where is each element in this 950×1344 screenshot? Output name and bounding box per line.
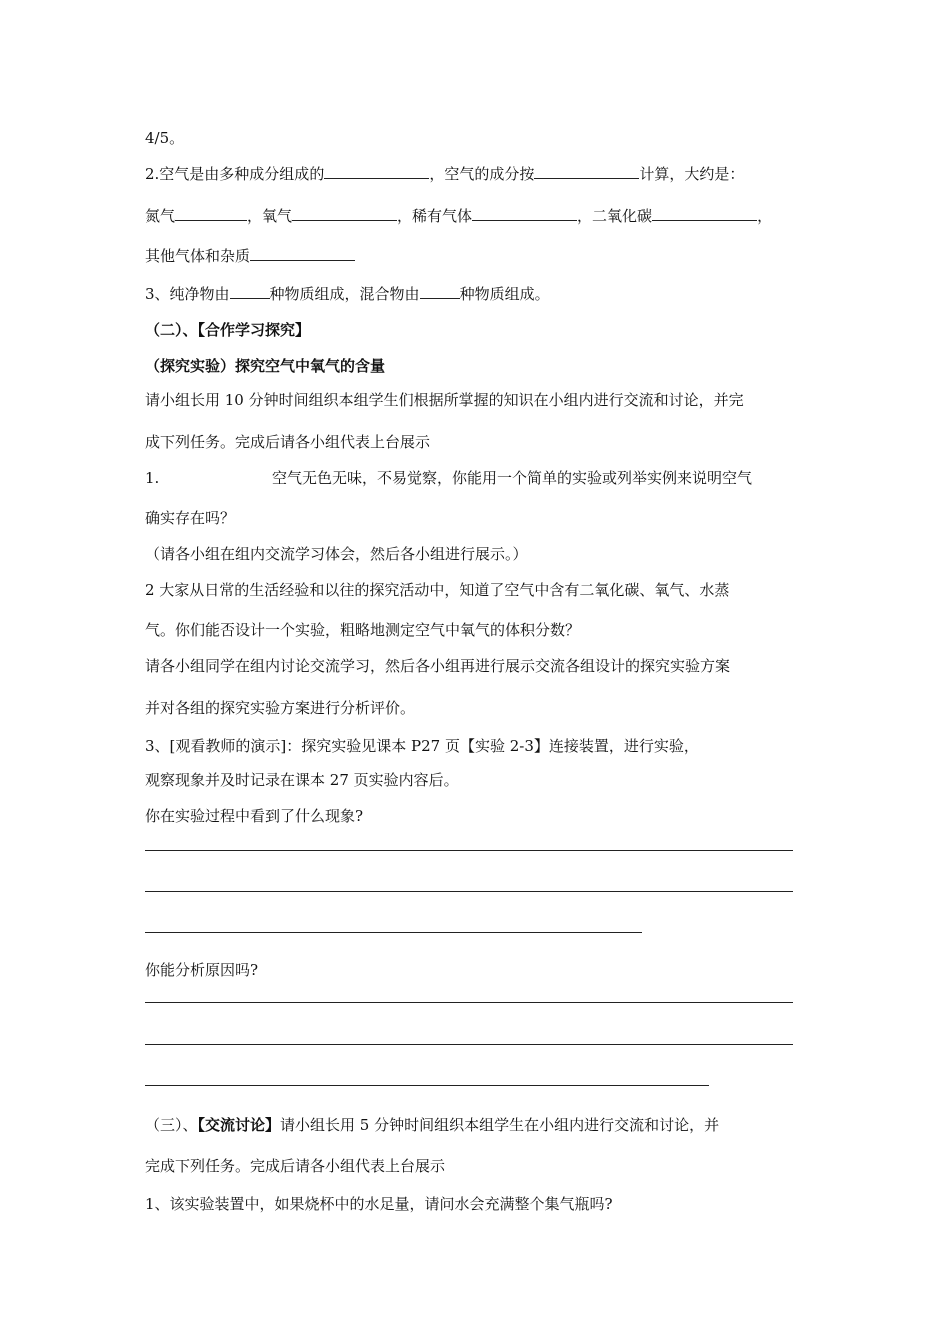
text-line: 成下列任务。完成后请各小组代表上台展示 — [145, 433, 431, 451]
section-heading: （三）、【交流讨论】请小组长用 5 分钟时间组织本组学生在小组内进行交流和讨论，并 — [145, 1116, 720, 1134]
answer-blank[interactable] — [534, 164, 639, 179]
answer-blank[interactable] — [292, 206, 397, 221]
answer-line[interactable] — [145, 1085, 709, 1086]
text-line: 确实存在吗？ — [145, 509, 236, 527]
answer-blank[interactable] — [420, 284, 460, 299]
question-line: 你在实验过程中看到了什么现象? — [145, 807, 364, 825]
text-line: （请各小组在组内交流学习体会，然后各小组进行展示。） — [145, 545, 528, 563]
question-line: 1、该实验装置中，如果烧杯中的水足量，请问水会充满整个集气瓶吗? — [145, 1195, 613, 1213]
fill-in-line-composition: 2.空气是由多种成分组成的 ，空气的成分按 计算，大约是： — [145, 165, 745, 183]
text-line: 并对各组的探究实验方案进行分析评价。 — [145, 699, 416, 717]
subsection-heading: （探究实验）探究空气中氧气的含量 — [145, 357, 386, 375]
answer-blank[interactable] — [652, 206, 757, 221]
text-line: 完成下列任务。完成后请各小组代表上台展示 — [145, 1157, 446, 1175]
question-line: 你能分析原因吗? — [145, 961, 259, 979]
answer-line[interactable] — [145, 1002, 793, 1003]
text-line: 请各小组同学在组内讨论交流学习，然后各小组再进行展示交流各组设计的探究实验方案 — [145, 657, 731, 675]
answer-line[interactable] — [145, 891, 793, 892]
text-line: 2 大家从日常的生活经验和以往的探究活动中，知道了空气中含有二氧化碳、氧气、水蒸 — [145, 581, 730, 599]
text-line: 观察现象并及时记录在课本 27 页实验内容后。 — [145, 771, 459, 789]
fill-in-line-other: 其他气体和杂质 — [145, 246, 355, 266]
fill-in-line-gases: 氮气 ，氧气 ，稀有气体 ，二氧化碳 ， — [145, 207, 773, 225]
text-line: 3、[观看教师的演示]：探究实验见课本 P27 页【实验 2-3】连接装置，进行实验， — [145, 737, 699, 755]
answer-line[interactable] — [145, 850, 793, 851]
text-line: 请小组长用 10 分钟时间组织本组学生们根据所掌握的知识在小组内进行交流和讨论，并完 — [145, 391, 744, 409]
answer-blank[interactable] — [250, 246, 355, 261]
fill-in-line-substance: 3、纯净物由 种物质组成，混合物由 种物质组成。 — [145, 285, 550, 303]
answer-blank[interactable] — [472, 206, 577, 221]
section-heading: （二）、【合作学习探究】 — [145, 321, 311, 339]
answer-line[interactable] — [145, 1044, 793, 1045]
answer-blank[interactable] — [230, 284, 270, 299]
answer-line[interactable] — [145, 932, 642, 933]
answer-blank[interactable] — [175, 206, 247, 221]
question-number: 1. — [145, 469, 160, 487]
text-line: 气。你们能否设计一个实验，粗略地测定空气中氧气的体积分数？ — [145, 621, 581, 639]
answer-blank[interactable] — [324, 164, 429, 179]
text-line: 4/5。 — [145, 129, 185, 147]
text-line: 空气无色无味，不易觉察，你能用一个简单的实验或列举实例来说明空气 — [272, 469, 753, 487]
